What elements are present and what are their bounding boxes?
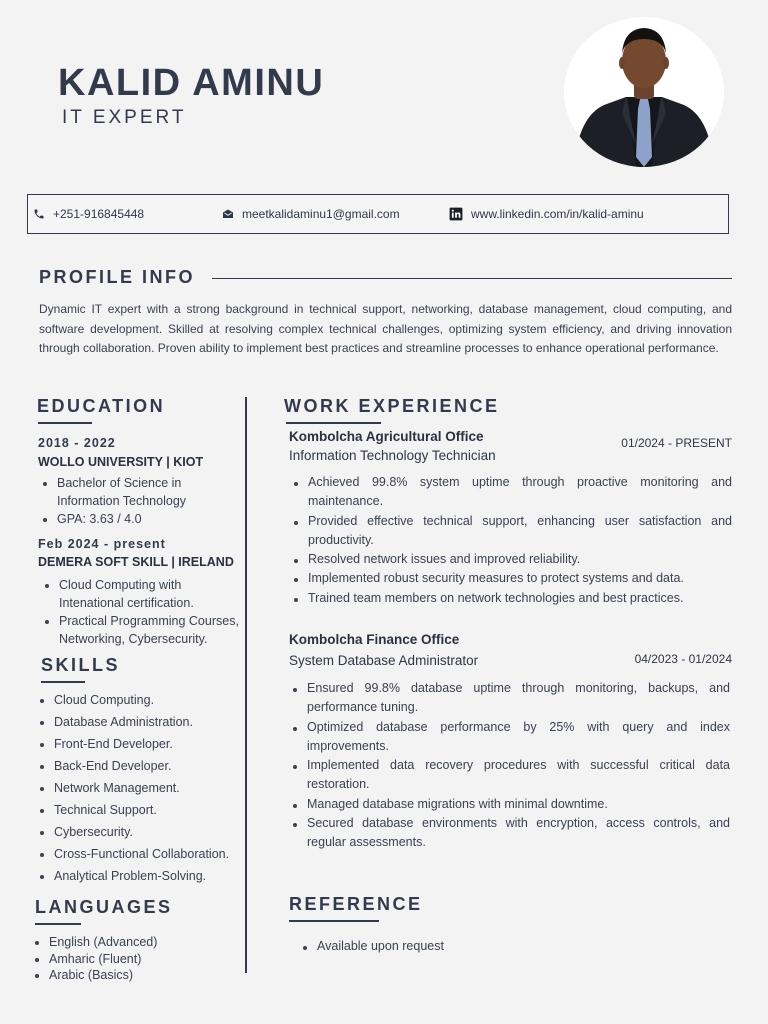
- list-item: Back-End Developer.: [35, 755, 245, 777]
- list-item: Managed database migrations with minimal downtime.: [288, 795, 730, 814]
- contact-email[interactable]: [222, 207, 400, 221]
- list-item: English (Advanced): [30, 934, 240, 951]
- list-item: Ensured 99.8% database uptime through monitoring, backups, and performance tuning.: [288, 679, 730, 718]
- list-item: Database Administration.: [35, 711, 245, 733]
- education-institution-2: DEMERA SOFT SKILL | IRELAND: [38, 555, 234, 569]
- profile-photo-image: [564, 17, 724, 167]
- list-item: Optimized database performance by 25% with query and index improvements.: [288, 718, 730, 757]
- reference-heading: REFERENCE: [289, 894, 423, 914]
- list-item: Trained team members on network technologies and best practices.: [289, 589, 732, 608]
- list-item: Front-End Developer.: [35, 733, 245, 755]
- job-period-2: 04/2023 - 01/2024: [634, 652, 732, 666]
- list-item: Available upon request: [298, 937, 598, 956]
- list-item: Provided effective technical support, enhancing user satisfaction and productivity.: [289, 512, 732, 551]
- education-underline: [38, 422, 92, 424]
- list-item: Cloud Computing.: [35, 689, 245, 711]
- list-item: Cross-Functional Collaboration.: [35, 843, 245, 865]
- list-item: GPA: 3.63 / 4.0: [38, 510, 238, 528]
- languages-heading: LANGUAGES: [35, 897, 173, 917]
- list-item: Cloud Computing with Intenational certification.: [40, 576, 244, 612]
- profile-heading: PROFILE INFO: [39, 267, 195, 287]
- list-item: Secured database environments with encryption, access controls, and regular assessments.: [288, 814, 730, 853]
- contact-linkedin-text: www.linkedin.com/in/kalid-aminu: [471, 207, 644, 221]
- phone-icon: [33, 208, 45, 220]
- list-item: Resolved network issues and improved reliability.: [289, 550, 732, 569]
- skills-underline: [41, 681, 85, 683]
- linkedin-icon: [449, 207, 463, 221]
- education-institution-1: WOLLO UNIVERSITY | KIOT: [38, 455, 204, 469]
- education-dates-2: Feb 2024 - present: [38, 537, 166, 551]
- skills-list: [35, 689, 245, 887]
- job-role-2: System Database Administrator: [289, 653, 479, 668]
- column-divider: [245, 397, 247, 973]
- job-company-1: Kombolcha Agricultural Office: [289, 429, 484, 444]
- job-role-1: Information Technology Technician: [289, 448, 496, 463]
- envelope-icon: [222, 208, 234, 220]
- candidate-title: IT EXPERT: [62, 107, 187, 128]
- list-item: Bachelor of Science in Information Technology: [38, 474, 238, 510]
- reference-underline: [289, 920, 379, 922]
- education-list-2: [40, 576, 244, 648]
- list-item: Amharic (Fluent): [30, 951, 240, 968]
- education-heading: EDUCATION: [37, 396, 166, 416]
- list-item: Implemented data recovery procedures with successful critical data restoration.: [288, 756, 730, 795]
- job-period-1: 01/2024 - PRESENT: [621, 436, 732, 450]
- reference-list: [298, 937, 598, 956]
- contact-email-text: meetkalidaminu1@gmail.com: [242, 207, 400, 221]
- skills-heading: SKILLS: [41, 655, 121, 675]
- contact-linkedin[interactable]: [449, 207, 644, 221]
- list-item: Technical Support.: [35, 799, 245, 821]
- job-duties-1: [289, 473, 732, 608]
- list-item: Analytical Problem-Solving.: [35, 865, 245, 887]
- profile-summary: Dynamic IT expert with a strong background in technical support, networking, database management, cloud computing, and software development. Skilled at resolving complex technical challenges, optimizing system efficiency, and driving innovation through collaboration. Proven ability to implement best practices and streamline processes to enhance operational performance.: [39, 302, 732, 355]
- experience-heading: WORK EXPERIENCE: [284, 396, 500, 416]
- list-item: Implemented robust security measures to protect systems and data.: [289, 569, 732, 588]
- profile-photo: [564, 17, 724, 167]
- education-list-1: [38, 474, 238, 528]
- languages-list: [30, 934, 240, 984]
- list-item: Arabic (Basics): [30, 967, 240, 984]
- profile-heading-rule: [212, 278, 732, 279]
- list-item: Network Management.: [35, 777, 245, 799]
- languages-underline: [35, 923, 81, 925]
- list-item: Practical Programming Courses, Networking, Cybersecurity.: [40, 612, 244, 648]
- list-item: Achieved 99.8% system uptime through proactive monitoring and maintenance.: [289, 473, 732, 512]
- list-item: Cybersecurity.: [35, 821, 245, 843]
- contact-phone-text: +251-916845448: [53, 207, 145, 221]
- candidate-name: KALID AMINU: [58, 62, 325, 104]
- education-dates-1: 2018 - 2022: [38, 436, 116, 450]
- experience-underline: [286, 422, 381, 424]
- contact-phone[interactable]: [33, 207, 144, 221]
- contact-bar: [27, 194, 729, 234]
- job-company-2: Kombolcha Finance Office: [289, 632, 460, 647]
- job-duties-2: [288, 679, 730, 853]
